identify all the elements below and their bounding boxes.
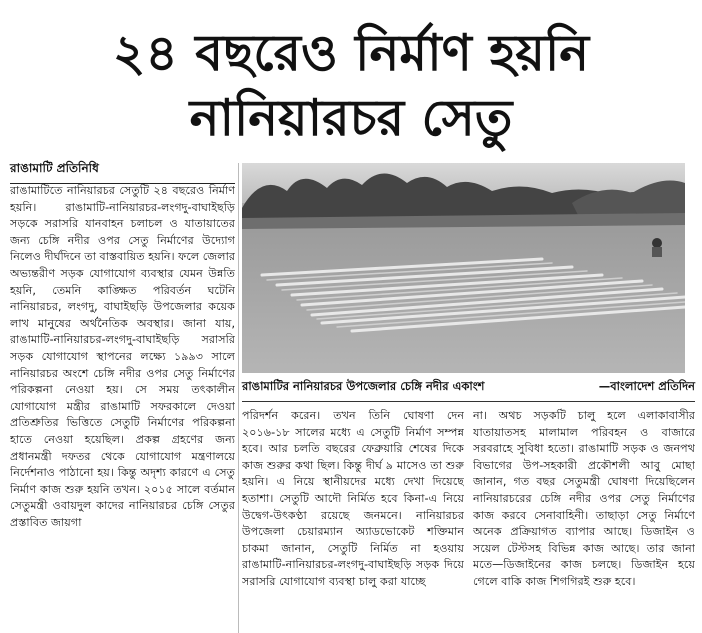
byline: রাঙামাটি প্রতিনিধি — [10, 160, 235, 184]
article-column-3: না। অথচ সড়কটি চালু হলে এলাকাবাসীর যাতায়াতসহ মালামাল পরিবহন ও বাজারে সরবরাহে সুবিধা হতো। রাঙামাটি সড়ক ও জনপথ বিভাগের উপ-সহকারী প্রকৌশলী আবু মোছা জানান, গত বছর সেতুমন্ত্রী ঘোষণা দিয়েছিলেন নানিয়ারচরের চেঙ্গি নদীর ওপর সেতু নির্মাণের কাজ করবে সেনাবাহিনী। তাছাড়া সেতু নির্মাণে অনেক প্রক্রিয়াগত ব্যাপার আছে। ডিজাইন ও সয়েল টেস্টসহ বিভিন্ন কাজ আছে। তার জানা মতে—ডিজাইনের কাজ চলছে। ডিজাইন হয়ে গেলে বাকি কাজ শিগগিরই শুরু হবে। — [473, 409, 695, 588]
headline-line-1: ২৪ বছরেও নির্মাণ হয়নি — [112, 23, 590, 82]
photo-caption: রাঙামাটির নানিয়ারচর উপজেলার চেঙ্গি নদীর একাংশ — [242, 379, 485, 393]
photo-credit: —বাংলাদেশ প্রতিদিন — [598, 379, 695, 393]
article-column-2: পরিদর্শন করেন। তখন তিনি ঘোষণা দেন ২০১৬-১৮ সালের মধ্যে এ সেতুটি নির্মাণ সম্পন্ন হবে। আর চলতি বছরের ফেব্রুয়ারি শেষের দিকে কাজ শুরুর কথা ছিল। কিন্তু দীর্ঘ ৯ মাসেও তা শুরু হয়নি। এ নিয়ে স্থানীয়দের মধ্যে দেখা দিয়েছে হতাশা। সেতুটি আদৌ নির্মিত হবে কিনা-এ নিয়ে উদ্বেগ-উৎকণ্ঠা রয়েছে জনমনে। নানিয়ারচর উপজেলা চেয়ারম্যান অ্যাডভোকেট শক্তিমান চাকমা জানান, সেতুটি নির্মিত না হওয়ায় রাঙামাটি-নানিয়ারচর-লংগদু-বাঘাইছড়ি সড়ক দিয়ে সরাসরি যোগাযোগ ব্যবস্থা চালু করা যাচ্ছে — [242, 409, 464, 588]
column-divider — [238, 163, 239, 633]
article-column-1: রাঙামাটিতে নানিয়ারচর সেতুটি ২৪ বছরেও নির্মাণ হয়নি। রাঙামাটি-নানিয়ারচর-লংগদু-বাঘাইছড়ি সড়কে সরাসরি যানবাহন চলাচল ও যাতায়াতের জন্য চেঙ্গি নদীর ওপর সেতু নির্মাণের উদ্যোগ নিলেও দীর্ঘদিনে তা বাস্তবায়িত হয়নি। ফলে জেলার অভ্যন্তরীণ সড়ক যোগাযোগ ব্যবস্থার যেমন উন্নতি হয়নি, তেমনি কাঙ্ক্ষিত পরিবর্তন ঘটেনি নানিয়ারচর, লংগদু, বাঘাইছড়ি উপজেলার কয়েক লাখ মানুষের অর্থনৈতিক অবস্থার। জানা যায়, রাঙামাটি-নানিয়ারচর-লংগদু-বাঘাইছড়ি সরাসরি সড়ক যোগাযোগ স্থাপনের লক্ষ্যে ১৯৯৩ সালে নানিয়ারচর অংশে চেঙ্গি নদীর ওপর সেতু নির্মাণের পরিকল্পনা নেওয়া হয়। সে সময় তৎকালীন যোগাযোগ মন্ত্রীর রাঙামাটি সফরকালে দেওয়া প্রতিশ্রুতির ভিত্তিতে সেতুটি নির্মাণের পরিকল্পনা হাতে নেওয়া হয়েছিল। প্রকল্প গ্রহণের জন্য প্রধানমন্ত্রী দফতর থেকে যোগাযোগ মন্ত্রণালয়ে নির্দেশনাও পাঠানো হয়। কিন্তু অদৃশ্য কারণে এ সেতু নির্মাণ কাজ শুরু হয়নি তখন। ২০১৫ সালে বর্তমান সেতুমন্ত্রী ওবায়দুল কাদের নানিয়ারচর চেঙ্গি সেতুর প্রস্তাবিত জায়গা — [10, 184, 235, 529]
photo-caption-bar — [242, 378, 695, 402]
river-photo-illustration — [242, 163, 685, 373]
headline-line-2: নানিয়ারচর সেতু — [189, 88, 513, 147]
river-photo — [242, 163, 685, 373]
